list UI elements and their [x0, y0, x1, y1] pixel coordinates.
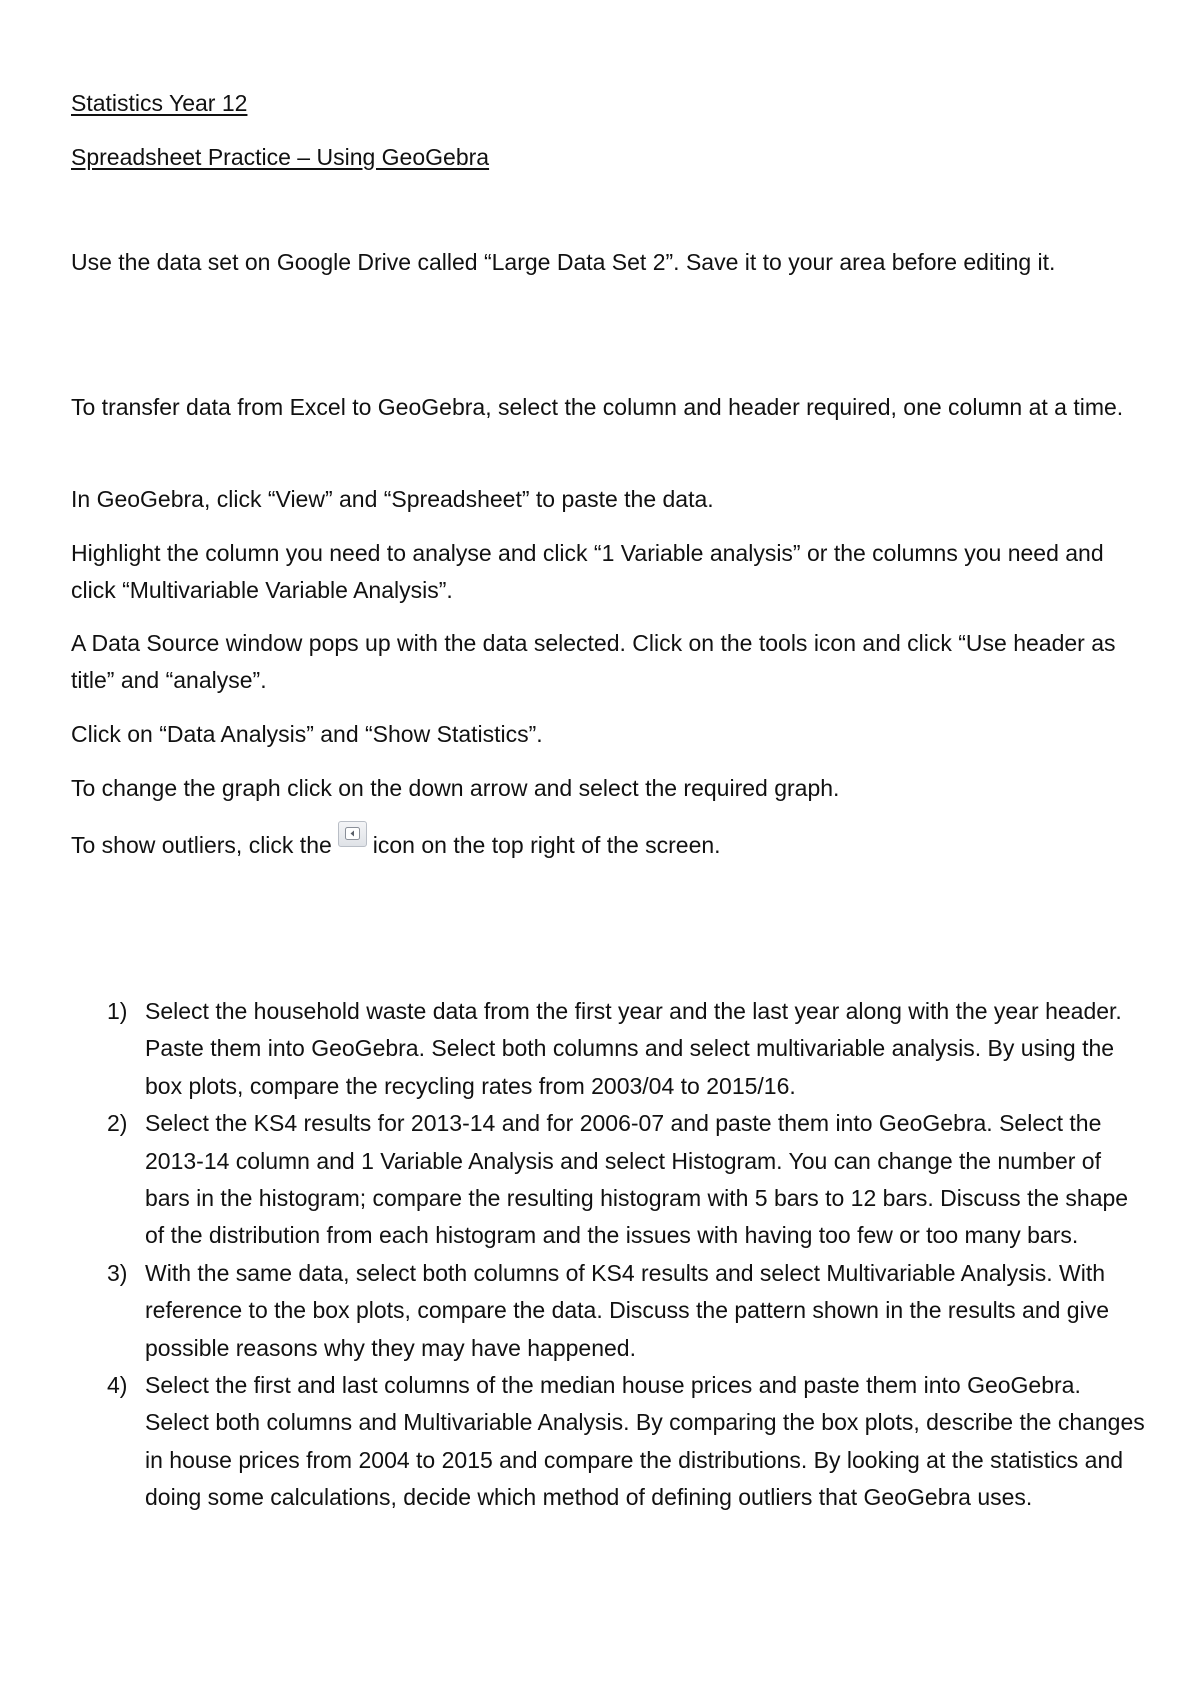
- show-outliers-icon-glyph: [345, 827, 360, 840]
- task-number: 4): [107, 1372, 128, 1399]
- task-list: [71, 993, 1151, 1517]
- instruction-paragraph: Use the data set on Google Drive called “Large Data Set 2”. Save it to your area before editing it.: [71, 249, 1056, 275]
- task-item: [71, 1255, 1151, 1367]
- task-item: [71, 1105, 1151, 1255]
- task-item: [71, 993, 1151, 1105]
- task-text: Select the KS4 results for 2013-14 and for 2006-07 and paste them into GeoGebra. Select the 2013-14 column and 1 Variable Analysis and select Histogram. You can change the number of bars in the histogram; compare the resulting histogram with 5 bars to 12 bars. Discuss the shape of the distribution from each histogram and the issues with having too few or too many bars.: [145, 1110, 1129, 1249]
- instruction-paragraph: To transfer data from Excel to GeoGebra, select the column and header required, one column at a time.: [71, 394, 1124, 420]
- outliers-text-after: icon on the top right of the screen.: [372, 832, 721, 858]
- document-title: Statistics Year 12: [71, 90, 248, 116]
- outliers-text-before: To show outliers, click the: [71, 832, 332, 858]
- task-text: Select the household waste data from the first year and the last year along with the year header. Paste them into GeoGebra. Select both columns and select multivariable analysis. By using the box plots, compare the recycling rates from 2003/04 to 2015/16.: [145, 998, 1122, 1099]
- task-text: Select the first and last columns of the median house prices and paste them into GeoGebra. Select both columns and Multivariable Analysis. By comparing the box plots, describe the changes in house prices from 2004 to 2015 and compare the distributions. By looking at the statistics and doing some calculations, decide which method of defining outliers that GeoGebra uses.: [145, 1372, 1145, 1511]
- task-number: 1): [107, 998, 128, 1024]
- instruction-paragraph: Highlight the column you need to analyse and click “1 Variable analysis” or the columns you need and click “Multivariable Variable Analysis”.: [71, 540, 1104, 603]
- instruction-paragraph: To change the graph click on the down arrow and select the required graph.: [71, 775, 840, 801]
- task-text: With the same data, select both columns of KS4 results and select Multivariable Analysis. With reference to the box plots, compare the data. Discuss the pattern shown in the results and give possible reasons why they may have happened.: [145, 1259, 1109, 1361]
- task-item: [71, 1367, 1151, 1517]
- outliers-instruction: [71, 827, 1141, 864]
- document-subtitle: Spreadsheet Practice – Using GeoGebra: [71, 144, 490, 170]
- task-number: 3): [107, 1259, 128, 1286]
- instruction-paragraph: Click on “Data Analysis” and “Show Statistics”.: [71, 721, 543, 747]
- task-number: 2): [107, 1110, 128, 1137]
- instruction-paragraph: In GeoGebra, click “View” and “Spreadsheet” to paste the data.: [71, 486, 714, 512]
- instruction-paragraph: A Data Source window pops up with the data selected. Click on the tools icon and click “Use header as title” and “analyse”.: [71, 630, 1116, 693]
- show-outliers-icon: [338, 821, 367, 847]
